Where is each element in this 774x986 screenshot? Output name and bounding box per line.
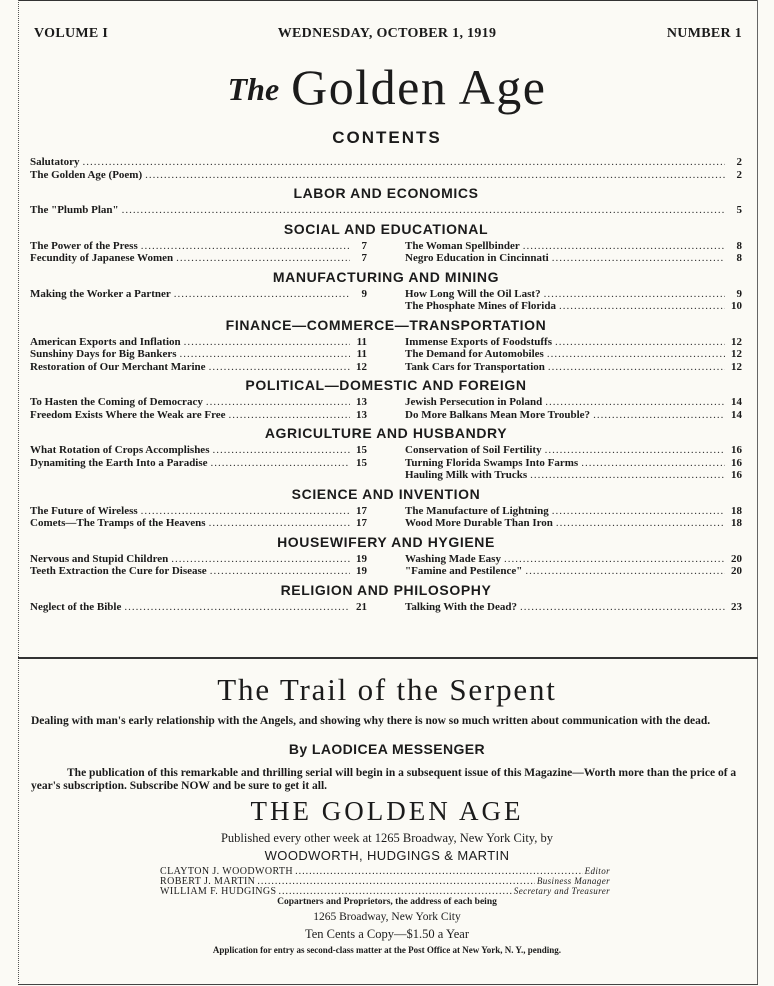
- leader-dots: [593, 409, 725, 422]
- leader-dots: [257, 877, 535, 887]
- toc-entry-page: 7: [361, 252, 367, 264]
- leader-dots: [122, 204, 725, 217]
- toc-entry-page: 7: [361, 239, 367, 252]
- leader-dots: [212, 444, 350, 457]
- leader-dots: [552, 252, 725, 265]
- toc-entry-title: Salutatory: [30, 156, 80, 168]
- serial-notice: The publication of this remarkable and thrilling serial will begin in a subsequent issue of this Magazine—Worth more than the price of a year's subscription. Subscribe NOW and be sure to get it all.: [31, 767, 737, 792]
- toc-column-left: [30, 336, 367, 374]
- leader-dots: [552, 505, 725, 518]
- issue-date: WEDNESDAY, OCTOBER 1, 1919: [277, 26, 497, 41]
- toc-entry-title: What Rotation of Crops Accomplishes: [30, 444, 210, 456]
- leader-dots: [211, 457, 350, 470]
- toc-column-left: [30, 505, 367, 530]
- leader-dots: [555, 336, 725, 349]
- leader-dots: [209, 361, 350, 374]
- toc-entry: [405, 252, 742, 265]
- toc-entry-title: Immense Exports of Foodstuffs: [405, 335, 552, 348]
- toc-entry-page: 13: [356, 396, 367, 408]
- staff-role: Secretary and Treasurer: [513, 886, 610, 896]
- toc-entry-page: 12: [731, 335, 742, 348]
- toc-entry-page: 18: [731, 504, 742, 517]
- toc-entry: [405, 300, 742, 313]
- staff-name: ROBERT J. MARTIN: [160, 876, 256, 887]
- toc-entry: [30, 601, 367, 614]
- toc-section-columns: [30, 336, 742, 374]
- toc-entry: [405, 288, 742, 301]
- leader-dots: [210, 565, 350, 578]
- toc-section-heading: SCIENCE AND INVENTION: [291, 485, 481, 502]
- toc-entry: [30, 240, 367, 253]
- toc-entry-title: Making the Worker a Partner: [30, 287, 171, 300]
- leader-dots: [171, 553, 350, 566]
- leader-dots: [141, 505, 350, 518]
- toc-section-columns: [30, 553, 742, 578]
- toc-section-columns: [30, 601, 742, 614]
- toc-entry-page: 18: [731, 517, 742, 529]
- leader-dots: [559, 300, 725, 313]
- staff-list: [160, 866, 610, 896]
- publication-line: Published every other week at 1265 Broadway, New York City, by: [220, 831, 553, 845]
- leader-dots: [547, 348, 725, 361]
- toc-entry-title: Do More Balkans Mean More Trouble?: [405, 408, 591, 421]
- leader-dots: [206, 396, 350, 409]
- toc-entry-title: Freedom Exists Where the Weak are Free: [30, 408, 226, 421]
- toc-column-right: [405, 444, 742, 482]
- toc-entry: [30, 565, 367, 578]
- toc-entry-title: Wood More Durable Than Iron: [405, 517, 553, 529]
- toc-entry-page: 12: [731, 360, 742, 373]
- toc-entry-page: 17: [356, 517, 367, 529]
- toc-entry-page: 2: [736, 168, 742, 181]
- publisher-title: THE GOLDEN AGE: [250, 796, 524, 826]
- leader-dots: [556, 517, 725, 530]
- toc-column-left: [30, 240, 367, 265]
- toc-entry: [405, 240, 742, 253]
- toc-entry-title: Hauling Milk with Trucks: [405, 469, 528, 481]
- toc-entry: [405, 601, 742, 614]
- leader-dots: [229, 409, 350, 422]
- toc-entry-page: 5: [736, 204, 742, 216]
- toc-entry: [405, 457, 742, 470]
- toc-section-heading: MANUFACTURING AND MINING: [272, 268, 500, 285]
- leader-dots: [548, 361, 725, 374]
- leader-dots: [525, 565, 725, 578]
- toc-column-right: [405, 396, 742, 421]
- leader-dots: [184, 336, 350, 349]
- contents-heading: CONTENTS: [332, 128, 442, 147]
- toc-entry-title: Turning Florida Swamps Into Farms: [405, 456, 579, 469]
- publisher-firm: WOODWORTH, HUDGINGS & MARTIN: [264, 848, 510, 863]
- toc-column-left: [30, 553, 367, 578]
- toc-entry: [30, 444, 367, 457]
- toc-entry: [30, 288, 367, 301]
- leader-dots: [581, 457, 725, 470]
- page-border-bottom: [18, 984, 758, 985]
- copartners-line: Copartners and Proprietors, the address of each being: [277, 897, 497, 907]
- toc-entry-title: Washing Made Easy: [405, 552, 501, 565]
- toc-column-right: [405, 240, 742, 265]
- toc-entry-page: 11: [356, 335, 367, 348]
- toc-entry: [30, 169, 742, 182]
- toc-entry-title: Fecundity of Japanese Women: [30, 252, 174, 264]
- toc-column-right: [405, 553, 742, 578]
- toc-entry-page: 14: [731, 408, 742, 421]
- postal-entry-note: Application for entry as second-class matter at the Post Office at New York, N. Y., pending.: [212, 945, 562, 955]
- leader-dots: [145, 169, 725, 182]
- toc-section-heading: RELIGION AND PHILOSOPHY: [280, 581, 492, 598]
- toc-entry-title: Nervous and Stupid Children: [30, 552, 169, 565]
- toc-entry-page: 14: [731, 396, 742, 408]
- toc-entry-title: The Woman Spellbinder: [405, 239, 520, 252]
- toc-column-left: [30, 396, 367, 421]
- toc-section-heading: SOCIAL AND EDUCATIONAL: [283, 220, 489, 237]
- toc-entry: [405, 553, 742, 566]
- toc-entry-page: 2: [736, 156, 742, 168]
- toc-entry-page: 21: [356, 600, 367, 613]
- toc-entry-title: Conservation of Soil Fertility: [405, 444, 542, 456]
- toc-entry-title: Neglect of the Bible: [30, 600, 122, 613]
- serial-byline: By LAODICEA MESSENGER: [288, 741, 486, 757]
- toc-entry-title: How Long Will the Oil Last?: [405, 287, 541, 300]
- toc-entry-page: 10: [731, 300, 742, 312]
- title-name: Golden Age: [291, 59, 547, 115]
- toc-section-heading: AGRICULTURE AND HUSBANDRY: [264, 425, 508, 441]
- toc-entry-page: 16: [731, 444, 742, 456]
- toc-entry-title: The Golden Age (Poem): [30, 168, 143, 181]
- toc-entry: [30, 409, 367, 422]
- toc-entry-title: The Manufacture of Lightning: [405, 504, 549, 517]
- toc-column-left: [30, 444, 367, 482]
- toc-entry: [405, 396, 742, 409]
- toc-section-heading: FINANCE—COMMERCE—TRANSPORTATION: [225, 316, 547, 333]
- section-divider: [18, 657, 758, 659]
- toc-entry: [30, 505, 367, 518]
- leader-dots: [545, 396, 725, 409]
- toc-entry-page: 15: [356, 456, 367, 469]
- toc-entry-title: The Future of Wireless: [30, 504, 138, 517]
- toc-entry-title: Restoration of Our Merchant Marine: [30, 360, 206, 373]
- leader-dots: [83, 156, 726, 169]
- leader-dots: [141, 240, 350, 253]
- toc-entry-page: 16: [731, 456, 742, 469]
- toc-entry-title: The "Plumb Plan": [30, 204, 119, 216]
- toc-entry: [30, 156, 742, 169]
- issue-number: NUMBER 1: [666, 26, 742, 41]
- toc-section-columns: [30, 444, 742, 482]
- toc-column-right: [405, 336, 742, 374]
- staff-name: WILLIAM F. HUDGINGS: [160, 886, 277, 897]
- toc-entry: [405, 336, 742, 349]
- leader-dots: [523, 240, 725, 253]
- toc-section-columns: [30, 288, 742, 313]
- page-border-top: [18, 0, 758, 1]
- staff-row: [160, 866, 610, 876]
- leader-dots: [176, 252, 350, 265]
- toc-entry-title: Sunshiny Days for Big Bankers: [30, 348, 177, 360]
- toc-entry-title: Teeth Extraction the Cure for Disease: [30, 565, 207, 577]
- toc-section-columns: [30, 396, 742, 421]
- toc-entry-page: 16: [731, 469, 742, 481]
- toc-entry-title: Jewish Persecution in Poland: [405, 396, 543, 408]
- staff-row: [160, 886, 610, 896]
- toc-section-heading: LABOR AND ECONOMICS: [293, 185, 479, 201]
- toc-column-right: [405, 601, 742, 614]
- leader-dots: [174, 288, 350, 301]
- toc-column-right: [405, 505, 742, 530]
- toc-column-right: [405, 288, 742, 313]
- toc-entry: [405, 361, 742, 374]
- toc-entry: [30, 517, 367, 530]
- staff-role: Business Manager: [536, 876, 610, 886]
- toc-entry-page: 20: [731, 565, 742, 577]
- leader-dots: [209, 517, 350, 530]
- toc-section-heading: HOUSEWIFERY AND HYGIENE: [277, 533, 495, 550]
- toc-entry-page: 11: [356, 348, 367, 360]
- leader-dots: [530, 469, 725, 482]
- toc-section-columns: [30, 505, 742, 530]
- serial-title: The Trail of the Serpent: [217, 672, 557, 707]
- toc-entry-page: 8: [736, 239, 742, 252]
- serial-description: Dealing with man's early relationship with the Angels, and showing why there is now so much written about communication with the dead.: [31, 715, 711, 727]
- toc-entry-title: Dynamiting the Earth Into a Paradise: [30, 456, 208, 469]
- toc-entry-page: 17: [356, 504, 367, 517]
- toc-entry-title: The Power of the Press: [30, 239, 138, 252]
- toc-entry-page: 19: [356, 565, 367, 577]
- toc-entry: [30, 252, 367, 265]
- toc-column-left: [30, 601, 367, 614]
- masthead: [30, 26, 744, 46]
- address-line: 1265 Broadway, New York City: [313, 911, 461, 923]
- toc-entry-title: Comets—The Tramps of the Heavens: [30, 517, 206, 529]
- leader-dots: [124, 601, 350, 614]
- toc-entry-title: To Hasten the Coming of Democracy: [30, 396, 203, 408]
- toc-entry-page: 19: [356, 552, 367, 565]
- toc-entry: [405, 517, 742, 530]
- toc-entry-title: The Demand for Automobiles: [405, 348, 544, 360]
- toc-entry-page: 8: [736, 252, 742, 264]
- toc-entry: [30, 553, 367, 566]
- toc-entry: [405, 505, 742, 518]
- staff-name: CLAYTON J. WOODWORTH: [160, 866, 294, 877]
- toc-entry: [30, 361, 367, 374]
- toc-entry: [405, 444, 742, 457]
- price-line: Ten Cents a Copy—$1.50 a Year: [304, 927, 470, 941]
- leader-dots: [504, 553, 725, 566]
- staff-row: [160, 876, 610, 886]
- toc-entry-page: 12: [731, 348, 742, 360]
- toc-entry: [405, 409, 742, 422]
- leader-dots: [279, 887, 512, 897]
- toc-entry-page: 23: [731, 600, 742, 613]
- toc-section-heading: POLITICAL—DOMESTIC AND FOREIGN: [245, 377, 527, 393]
- magazine-title: [0, 58, 774, 116]
- toc-section-columns: [30, 240, 742, 265]
- toc-entry: [30, 457, 367, 470]
- leader-dots: [545, 444, 725, 457]
- leader-dots: [544, 288, 725, 301]
- toc-entry-title: Negro Education in Cincinnati: [405, 252, 549, 264]
- toc-entry-title: American Exports and Inflation: [30, 335, 181, 348]
- toc-entry-page: 20: [731, 552, 742, 565]
- toc-entry-page: 9: [361, 287, 367, 300]
- toc-section-list: [30, 204, 742, 217]
- toc-entry: [30, 396, 367, 409]
- title-article: The: [227, 71, 280, 107]
- toc-entry-title: The Phosphate Mines of Florida: [405, 300, 556, 312]
- toc-entry: [405, 348, 742, 361]
- toc-entry-page: 13: [356, 408, 367, 421]
- toc-entry-title: Tank Cars for Transportation: [405, 360, 545, 373]
- leader-dots: [180, 348, 350, 361]
- toc-entry: [30, 348, 367, 361]
- toc-entry: [405, 469, 742, 482]
- toc-entry-title: "Famine and Pestilence": [405, 565, 523, 577]
- table-of-contents: [30, 156, 742, 613]
- toc-column-left: [30, 288, 367, 313]
- toc-entry-page: 9: [736, 287, 742, 300]
- toc-entry: [405, 565, 742, 578]
- staff-role: Editor: [584, 866, 610, 876]
- leader-dots: [520, 601, 725, 614]
- toc-entry-page: 12: [356, 360, 367, 373]
- volume-label: VOLUME I: [34, 26, 109, 41]
- toc-entry: [30, 204, 742, 217]
- toc-entry: [30, 336, 367, 349]
- toc-entry-title: Talking With the Dead?: [405, 600, 517, 613]
- toc-entry-page: 15: [356, 444, 367, 456]
